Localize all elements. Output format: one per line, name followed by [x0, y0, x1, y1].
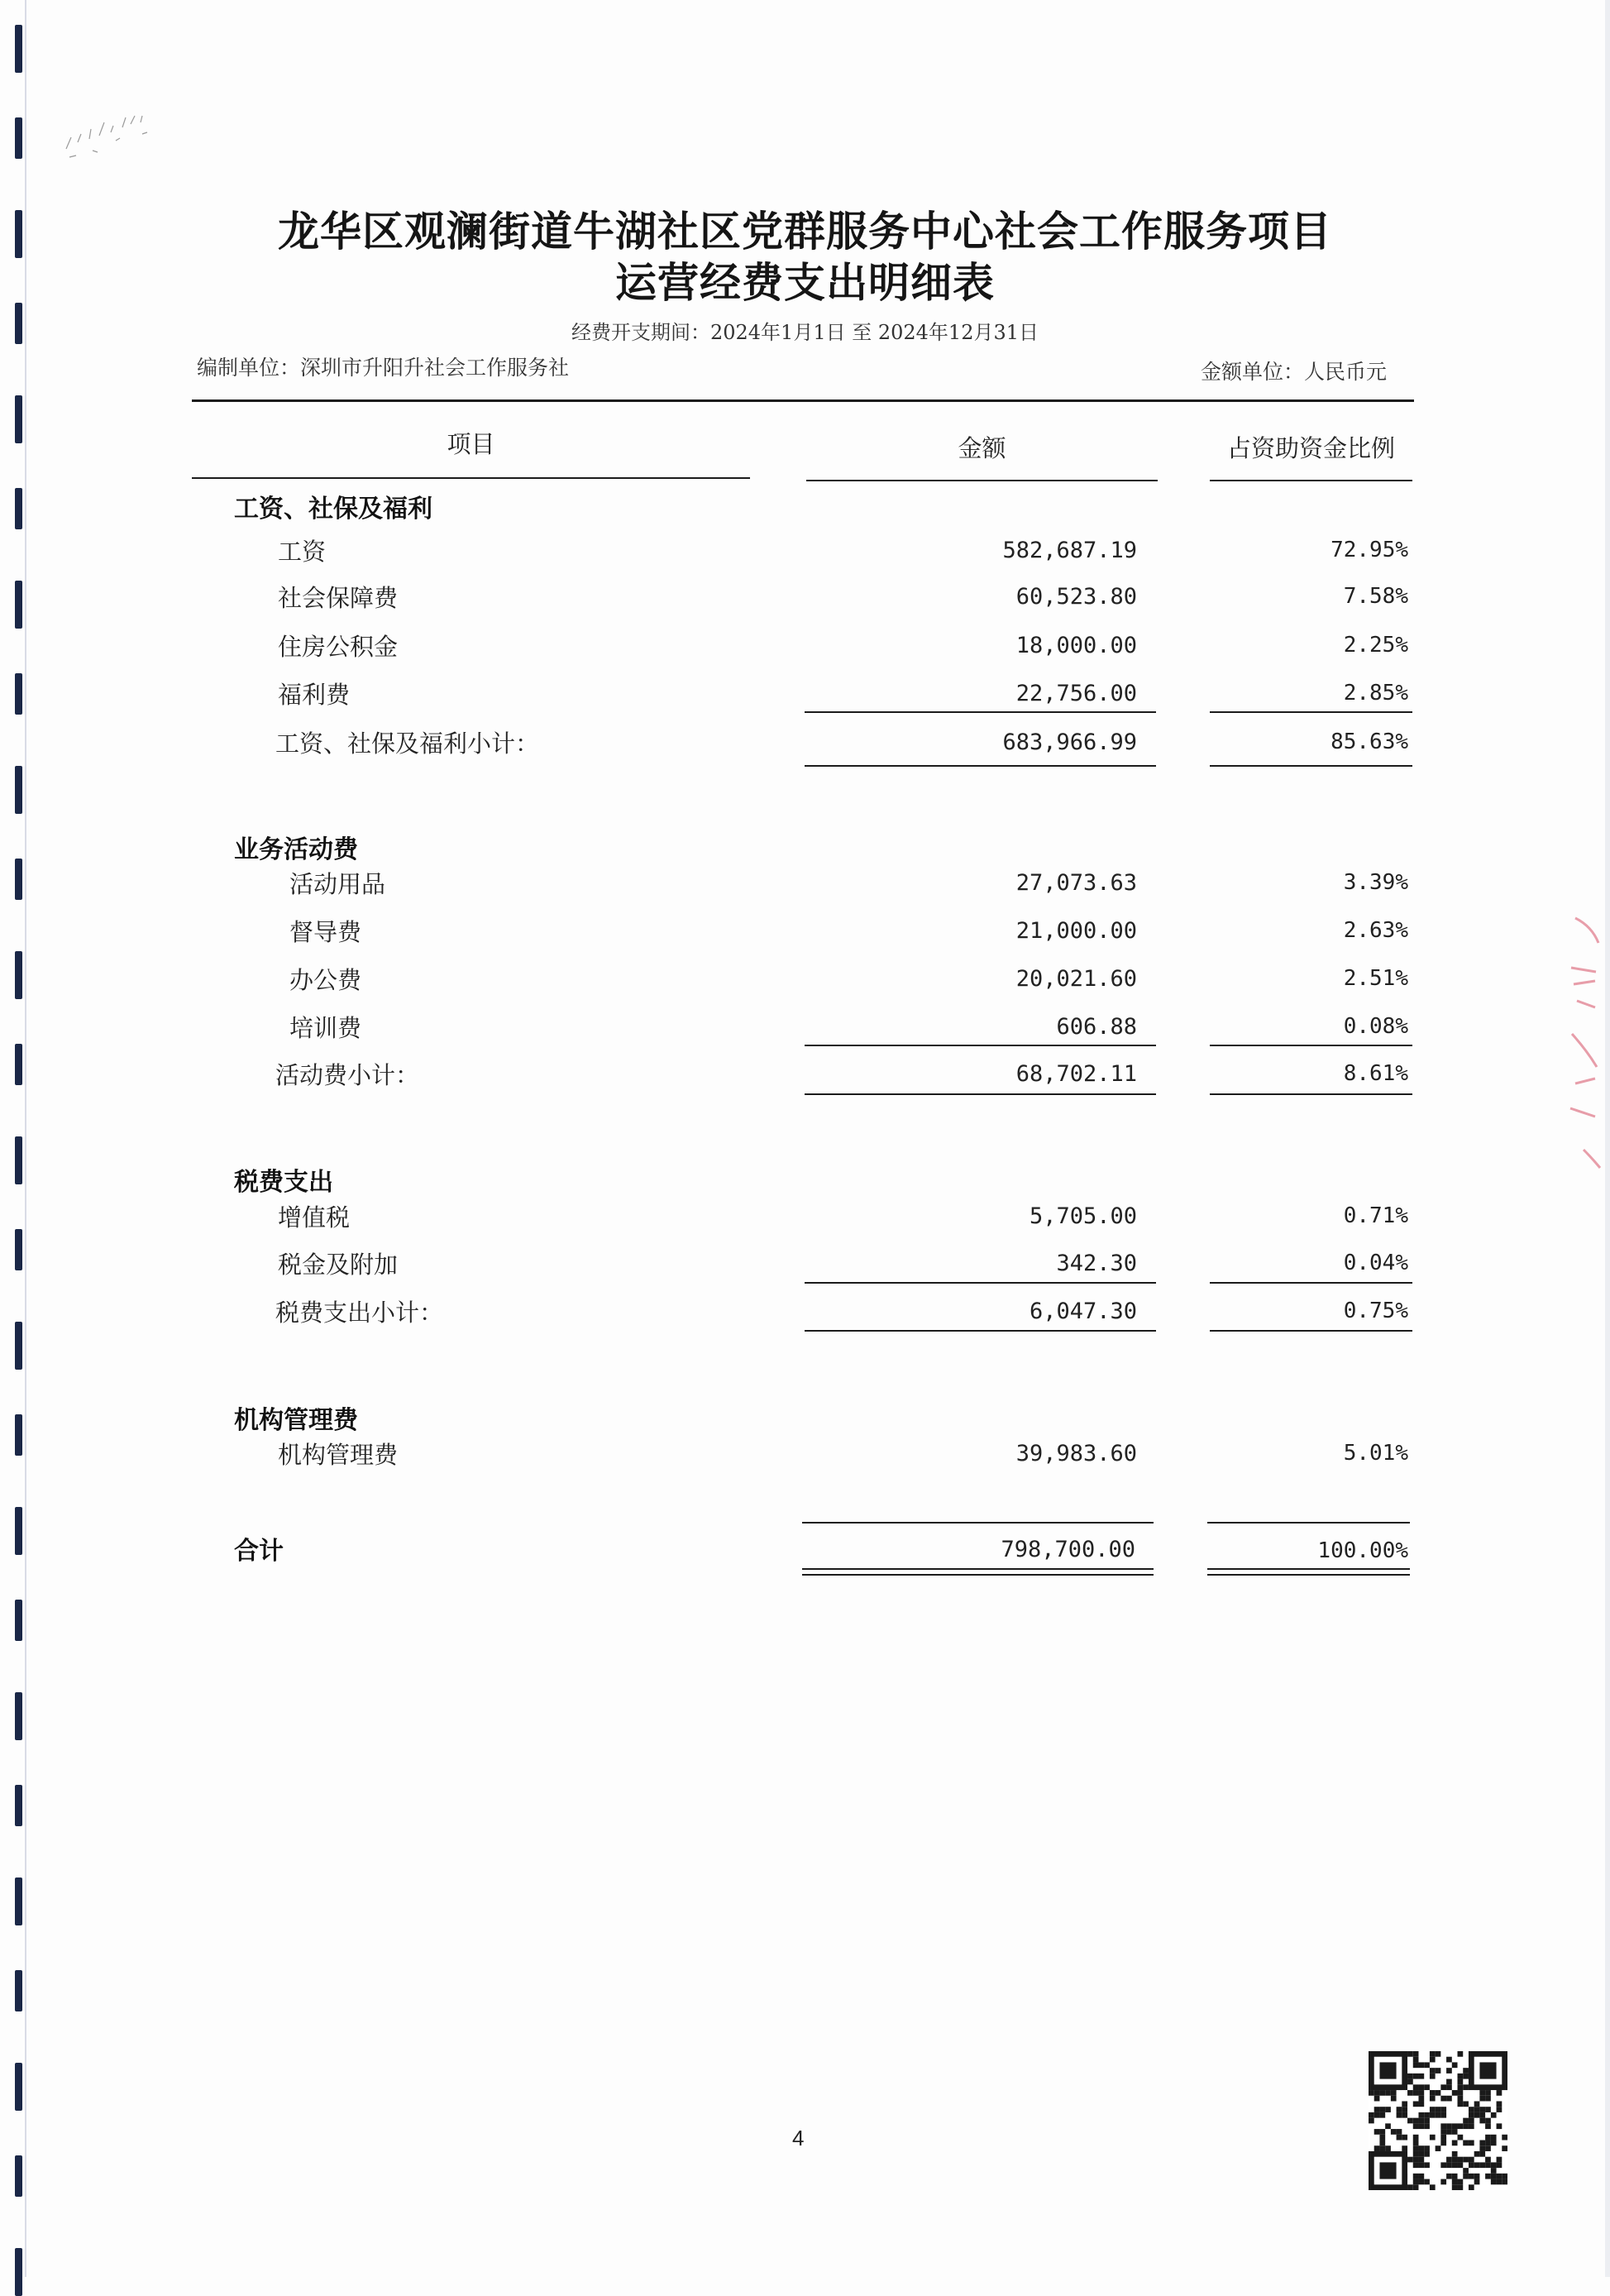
- document-title-line2: 运营经费支出明细表: [615, 258, 995, 307]
- qr-code: [1369, 2051, 1507, 2190]
- row-amount: 5,705.00: [1029, 1203, 1137, 1229]
- binding-hole-mark: [15, 1229, 22, 1270]
- row-amount: 60,523.80: [1015, 584, 1137, 610]
- row-label: 工资: [278, 538, 327, 566]
- row-ratio: 72.95%: [1331, 538, 1408, 562]
- row-amount: 21,000.00: [1015, 918, 1137, 944]
- binding-hole-mark: [15, 673, 22, 715]
- binding-hole-mark: [15, 1877, 22, 1925]
- subtotal-underline-amount: [805, 1093, 1156, 1095]
- row-amount: 39,983.60: [1015, 1441, 1137, 1466]
- total-label: 合计: [234, 1537, 284, 1566]
- row-amount: 22,756.00: [1015, 681, 1137, 706]
- row-label: 督导费: [289, 918, 362, 946]
- total-double-rule-amount-2: [802, 1574, 1154, 1576]
- binding-hole-mark: [15, 1970, 22, 2011]
- section-title: 业务活动费: [234, 835, 358, 864]
- column-header-ratio: 占资助资金比例: [1226, 434, 1395, 462]
- row-ratio: 3.39%: [1343, 870, 1408, 895]
- row-label: 福利费: [278, 681, 351, 709]
- header-rule-item: [192, 477, 750, 479]
- binding-hole-mark: [15, 1414, 22, 1456]
- subtotal-rule-ratio: [1210, 1282, 1412, 1284]
- total-rule-ratio: [1207, 1522, 1410, 1523]
- subtotal-amount: 6,047.30: [1029, 1299, 1137, 1324]
- row-ratio: 0.04%: [1343, 1251, 1408, 1275]
- row-label: 办公费: [289, 966, 362, 994]
- row-ratio: 2.25%: [1343, 633, 1408, 658]
- subtotal-rule-ratio: [1210, 1045, 1412, 1046]
- row-amount: 18,000.00: [1015, 633, 1137, 658]
- binding-hole-mark: [15, 25, 22, 73]
- binding-hole-mark: [15, 1044, 22, 1085]
- row-amount: 582,687.19: [1002, 538, 1137, 563]
- row-ratio: 5.01%: [1343, 1441, 1408, 1466]
- row-label: 机构管理费: [278, 1441, 399, 1469]
- binding-hole-mark: [15, 117, 22, 159]
- binding-hole-mark: [15, 2155, 22, 2197]
- subtotal-ratio: 8.61%: [1343, 1061, 1408, 1086]
- subtotal-rule-amount: [805, 711, 1156, 713]
- binding-hole-mark: [15, 1136, 22, 1184]
- subtotal-underline-amount: [805, 765, 1156, 767]
- row-ratio: 2.85%: [1343, 681, 1408, 706]
- row-label: 社会保障费: [278, 584, 399, 612]
- binding-hole-mark: [15, 1785, 22, 1826]
- binding-hole-mark: [15, 1507, 22, 1555]
- subtotal-ratio: 0.75%: [1343, 1299, 1408, 1323]
- subtotal-rule-amount: [805, 1282, 1156, 1284]
- binding-hole-mark: [15, 951, 22, 999]
- total-amount: 798,700.00: [1001, 1537, 1135, 1562]
- total-rule-amount: [802, 1522, 1154, 1523]
- subtotal-underline-ratio: [1210, 1330, 1412, 1332]
- binding-hole-mark: [15, 2248, 22, 2296]
- row-ratio: 2.63%: [1343, 918, 1408, 943]
- row-ratio: 7.58%: [1343, 584, 1408, 609]
- subtotal-ratio: 85.63%: [1331, 729, 1408, 754]
- row-amount: 20,021.60: [1015, 966, 1137, 992]
- currency-unit: 金额单位：人民币元: [1201, 360, 1388, 384]
- binding-hole-mark: [15, 2063, 22, 2111]
- total-double-rule-amount-1: [802, 1568, 1154, 1570]
- subtotal-amount: 68,702.11: [1015, 1061, 1137, 1087]
- section-title: 工资、社保及福利: [234, 495, 432, 524]
- binding-hole-mark: [15, 859, 22, 900]
- binding-hole-mark: [15, 1322, 22, 1370]
- subtotal-label: 活动费小计：: [275, 1061, 420, 1089]
- row-label: 培训费: [289, 1014, 362, 1042]
- row-ratio: 0.08%: [1343, 1014, 1408, 1039]
- scan-speckle: [50, 99, 174, 182]
- document-title-line1: 龙华区观澜街道牛湖社区党群服务中心社会工作服务项目: [278, 207, 1332, 256]
- row-label: 税金及附加: [278, 1251, 399, 1279]
- binding-hole-mark: [15, 395, 22, 443]
- seal-stamp-fragment: [1567, 910, 1604, 1174]
- subtotal-amount: 683,966.99: [1002, 729, 1137, 755]
- table-top-rule: [192, 399, 1414, 402]
- subtotal-label: 工资、社保及福利小计：: [275, 729, 540, 758]
- subtotal-label: 税费支出小计：: [275, 1299, 444, 1327]
- column-header-amount: 金额: [958, 434, 1006, 462]
- subtotal-rule-ratio: [1210, 711, 1412, 713]
- row-amount: 342.30: [1056, 1251, 1137, 1276]
- row-ratio: 2.51%: [1343, 966, 1408, 991]
- subtotal-underline-ratio: [1210, 1093, 1412, 1095]
- row-label: 活动用品: [289, 870, 386, 898]
- binding-hole-mark: [15, 766, 22, 814]
- binding-hole-mark: [15, 1692, 22, 1740]
- row-ratio: 0.71%: [1343, 1203, 1408, 1228]
- row-amount: 27,073.63: [1015, 870, 1137, 896]
- row-amount: 606.88: [1056, 1014, 1137, 1040]
- binding-hole-mark: [15, 488, 22, 529]
- row-label: 住房公积金: [278, 633, 399, 661]
- column-header-item: 项目: [447, 430, 495, 458]
- row-label: 增值税: [278, 1203, 351, 1232]
- total-double-rule-ratio-2: [1207, 1574, 1410, 1576]
- subtotal-underline-ratio: [1210, 765, 1412, 767]
- prepared-by: 编制单位：深圳市升阳升社会工作服务社: [197, 356, 570, 380]
- subtotal-underline-amount: [805, 1330, 1156, 1332]
- total-ratio: 100.00%: [1317, 1538, 1408, 1563]
- subtotal-rule-amount: [805, 1045, 1156, 1046]
- total-double-rule-ratio-1: [1207, 1568, 1410, 1570]
- expense-period: 经费开支期间：2024年1月1日 至 2024年12月31日: [571, 321, 1039, 344]
- binding-hole-mark: [15, 1600, 22, 1641]
- section-title: 税费支出: [234, 1168, 333, 1197]
- binding-hole-mark: [15, 581, 22, 629]
- header-rule-ratio: [1210, 480, 1412, 481]
- header-rule-amount: [806, 480, 1158, 481]
- section-title: 机构管理费: [234, 1406, 358, 1435]
- page-number: 4: [792, 2126, 805, 2150]
